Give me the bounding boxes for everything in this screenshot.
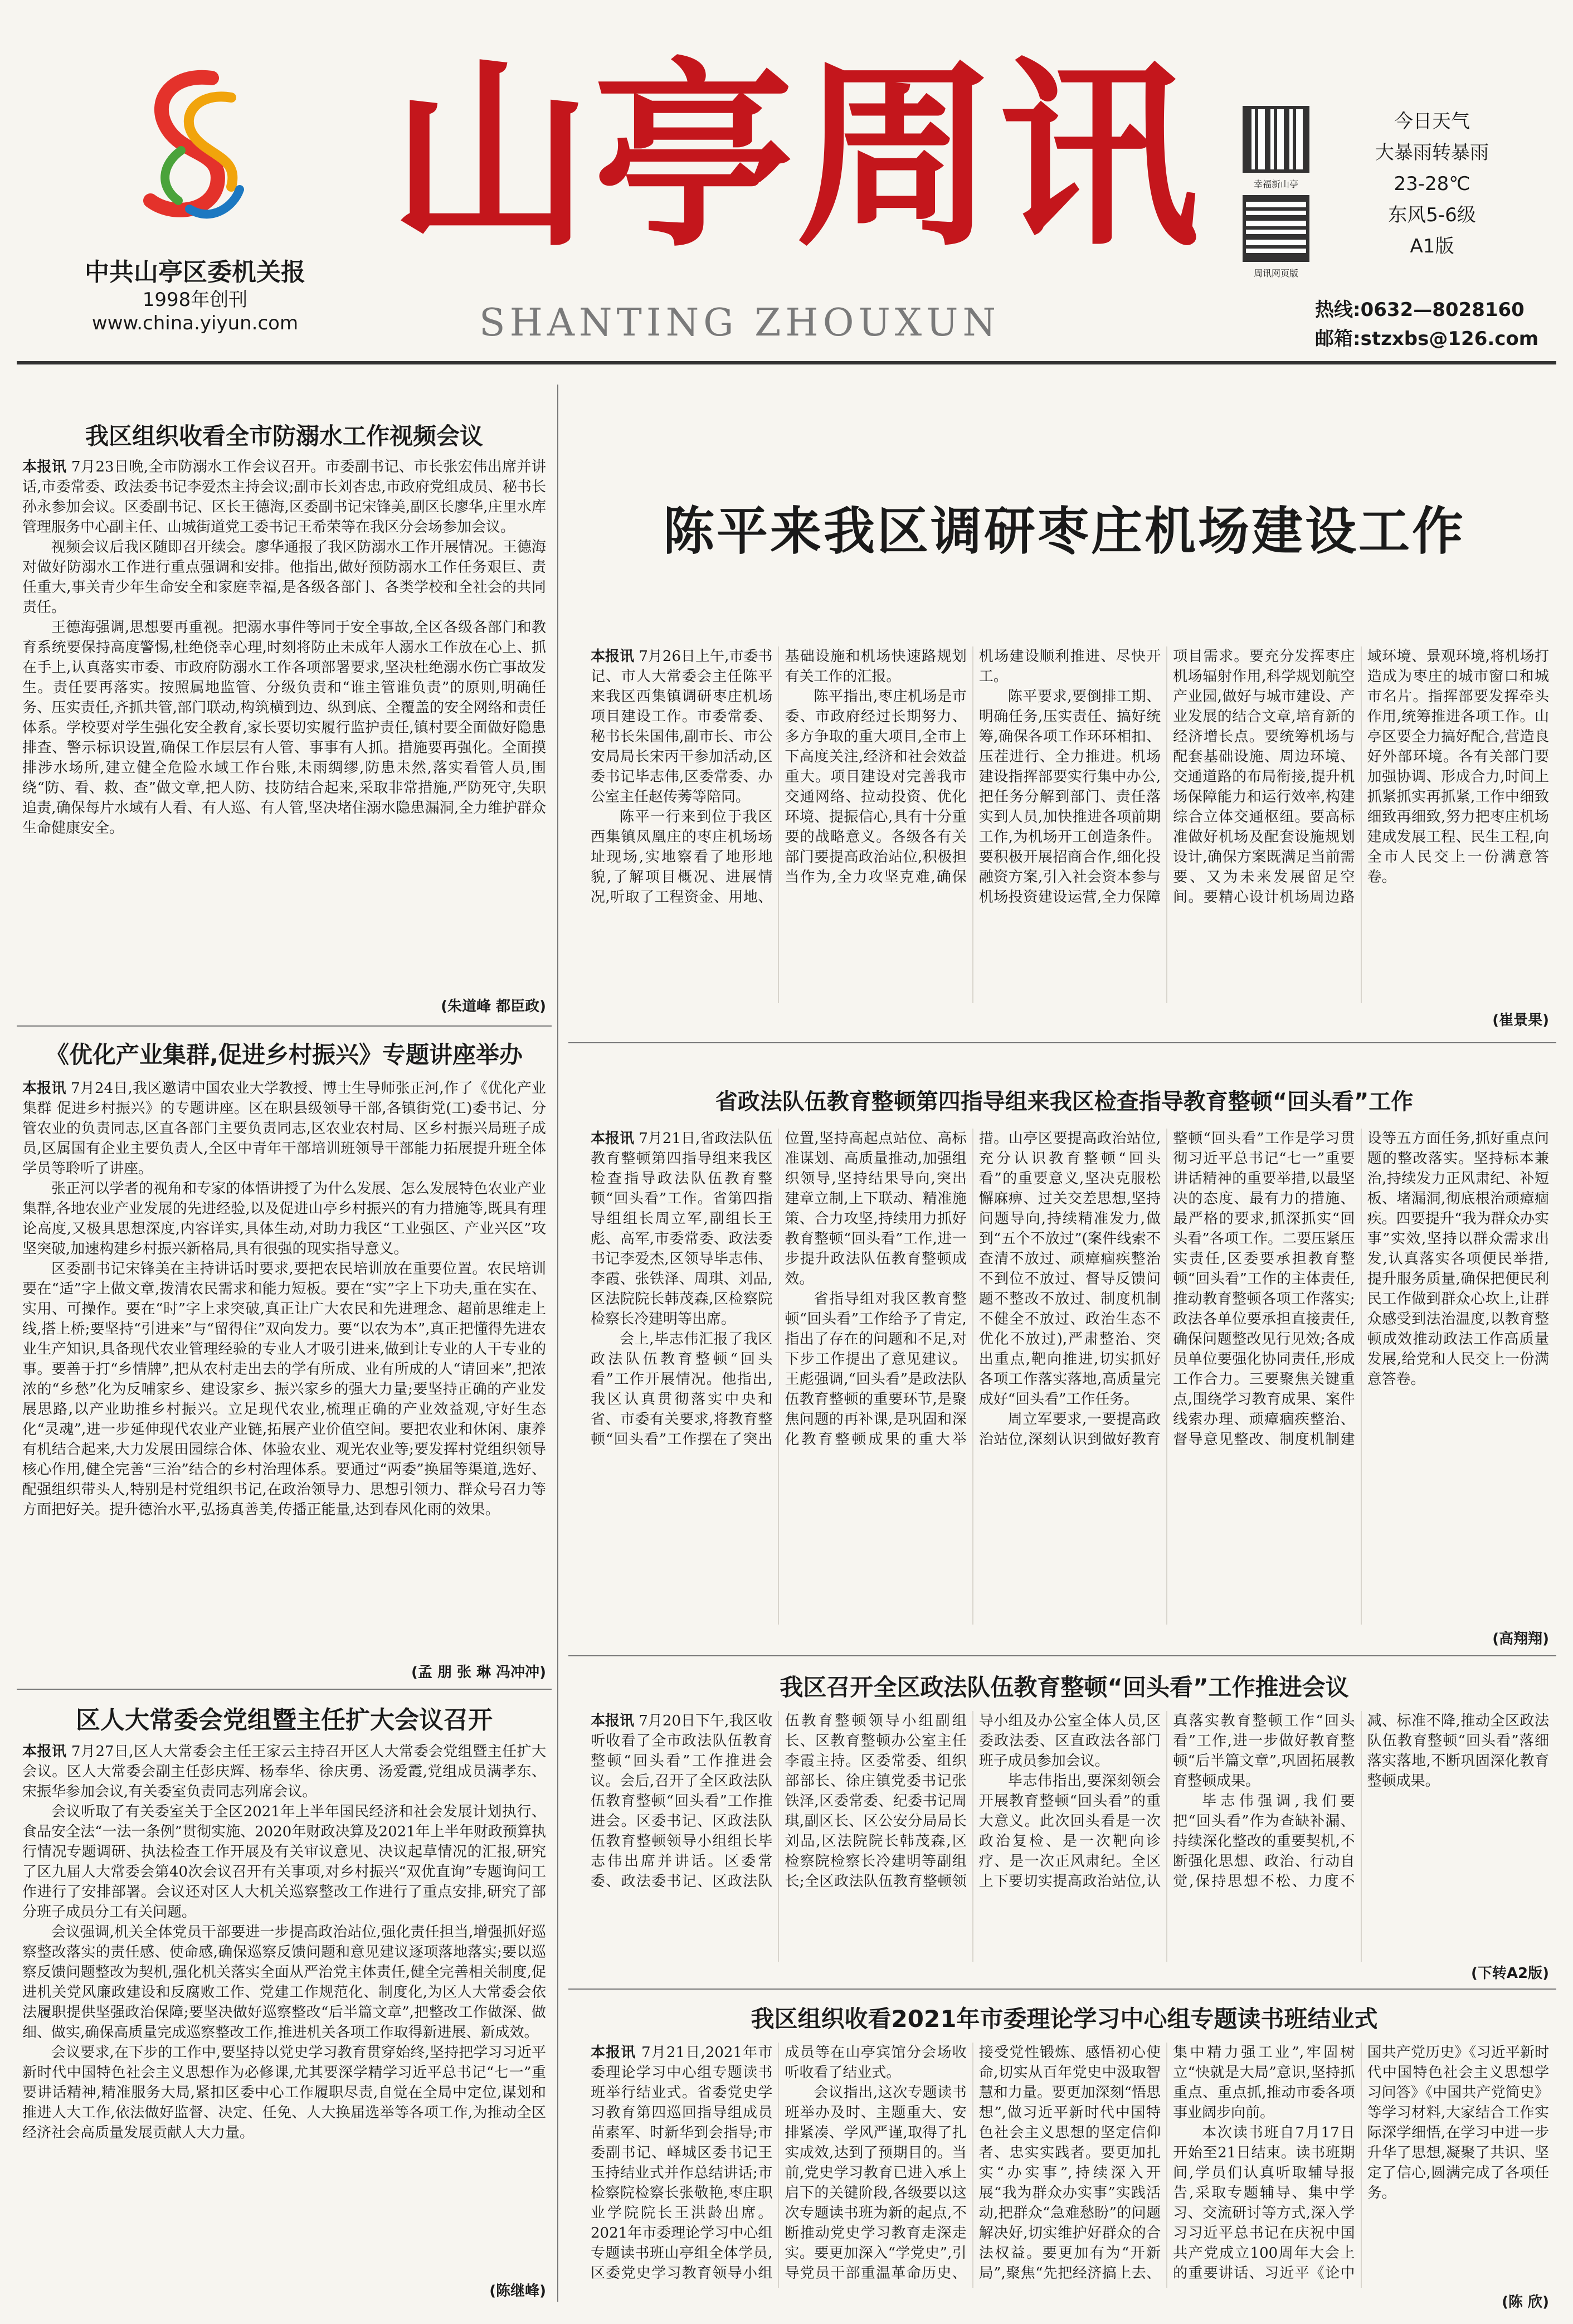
paragraph: 7月26日上午,市委书记、市人大常委会主任陈平来我区西集镇调研枣庄机场项目建设工作。市委常委、秘书长朱国伟,副市长、市公安局局长宋丙干参加活动,区委书记毕志伟,区委常委、办公室主任赵传莠等陪同。	[591, 648, 773, 805]
article-author: (崔景果)	[1492, 1012, 1549, 1029]
masthead-divider	[17, 361, 1556, 364]
paragraph: 毕志伟指出,要深刻领会开展教育整顿“回头看”的重大意义。此次回头看是一次政治复检、是一次靶向诊疗、是一次正风肃纪。全区上下要切实提高政治站位,认真落实教育整顿工作“回头看”工作,进一步做好教育整顿“后半篇文章”,巩固拓展教育整顿成果。	[978, 1713, 1355, 1890]
paragraph: 省指导组对我区教育整顿“回头看”工作给予了肯定,指出了存在的问题和不足,对下步工作提出了意见建议。王彪强调,“回头看”是政法队伍教育整顿的重要环节,是聚焦问题的再补课,是巩固和深化教育整顿成果的重大举措。山亭区要提高政治站位,充分认识教育整顿“回头看”的重要意义,坚决克服松懈麻痹、过关交差思想,坚持问题导向,持续精准发力,做到“五个不放过”(案件线索不查清不放过、顽瘴痼疾整治不到位不放过、督导反馈问题不整改不放过、制度机制不健全不放过、政治生态不优化不放过),严肃整治、突出重点,靶向推进,切实抓好各项工作落实落地,高质量完成好“回头看”工作任务。	[785, 1130, 1161, 1448]
article-headline: 我区组织收看2021年市委理论学习中心组专题读书班结业式	[751, 2005, 1378, 2033]
article-divider	[568, 1042, 1556, 1043]
paragraph: 7月20日下午,我区收听收看了全市政法队伍教育整顿“回头看”工作推进会议。会后,召开了全区政法队伍教育整顿“回头看”工作推进会。区委书记、区政法队伍教育整顿领导小组组长毕志伟出席并讲话。区委常委、政法委书记、区政法队伍教育整顿领导小组副组长、区教育整顿办公室主任李霞主持。区委常委、组织部部长、徐庄镇党委书记张铁泽,区委常委、纪委书记周琪,副区长、区公安分局局长刘品,区法院院长韩茂森,区检察院检察长冷建明等副组长;全区政法队伍教育整顿领导小组及办公室全体人员,区委政法委、区直政法各部门班子成员参加会议。	[591, 1713, 1161, 1890]
article-divider	[568, 1988, 1556, 1990]
article-body	[22, 457, 546, 992]
paragraph: 周立军要求,一要提高政治站位,深刻认识到做好教育整顿“回头看”工作是学习贯彻习近平总书记“七一”重要讲话精神的重要举措,以最坚决的态度、最有力的措施、最严格的要求,抓深抓实“回头看”各项工作。二要压紧压实责任,区委要承担教育整顿“回头看”工作的主体责任,推动教育整顿各项工作落实;政法各单位要承担直接责任,确保问题整改见行见效;各成员单位要强化协同责任,形成工作合力。三要聚焦关键重点,围绕学习教育成果、案件线索办理、顽瘴痼疾整治、督导意见整改、制度机制建设等五方面任务,抓好重点问题的整改落实。坚持标本兼治,持续发力正风肃纪、补短板、堵漏洞,彻底根治顽瘴痼疾。四要提升“我为群众办实事”实效,坚持以群众需求出发,认真落实各项便民举措,提升服务质量,确保把便民利民工作做到群众心坎上,让群众感受到法治温度,以教育整顿成效推动政法工作高质量发展,给党和人民交上一份满意答卷。	[978, 1130, 1549, 1448]
paragraph: 会议强调,机关全体党员干部要进一步提高政治站位,强化责任担当,增强抓好巡察整改落实的责任感、使命感,确保巡察反馈问题和意见建议逐项落地落实;要以巡察反馈问题整改为契机,强化机关落实全面从严治党主体责任,健全完善相关制度,促进机关党风廉政建设和反腐败工作、党建工作规范化、制度化,为区人大常委会依法履职提供坚强政治保障;要坚决做好巡察整改“后半篇文章”,把整改工作做深、做细、做实,确保高质量完成巡察整改工作,推进机关各项工作取得新进展、新成效。	[22, 1924, 546, 2041]
paragraph: 会议指出,这次专题读书班举办及时、主题重大、安排紧凑、学风严谨,取得了扎实成效,达到了预期目的。当前,党史学习教育已进入承上启下的关键阶段,各级要以这次专题读书班为新的起点,不断推动党史学习教育走深走实。要更加深入“学党史”,引导党员干部重温革命历史、接受党性锻炼、感悟初心使命,切实从百年党史中汲取智慧和力量。要更加深刻“悟思想”,做习近平新时代中国特色社会主义思想的坚定信仰者、忠实实践者。要更加扎实“办实事”,持续深入开展“我为群众办实事”实践活动,把群众“急难愁盼”的问题解决好,切实维护好群众的合法权益。要更加有为“开新局”,聚焦“先把经济搞上去、集中精力强工业”,牢固树立“快就是大局”意识,坚持抓重点、重点抓,推动市委各项事业阔步向前。	[785, 2044, 1355, 2282]
article-author: (高翔翔)	[1492, 1631, 1549, 1647]
qr1-label: 幸福新山亭	[1253, 179, 1298, 189]
paragraph: 王德海强调,思想要再重视。把溺水事件等同于安全事故,全区各级各部门和教育系统要保持高度警惕,杜绝侥幸心理,时刻将防止未成年人溺水工作放在心上、抓在手上,认真落实市委、市政府防溺水工作各项部署要求,坚决杜绝溺水伤亡事故发生。责任要再落实。按照属地监管、分级负责和“谁主管谁负责”的原则,明确任务、压实责任,齐抓共管,部门联动,构筑横到边、纵到底、全覆盖的安全网络和责任体系。学校要对学生强化安全教育,家长要切实履行监护责任,镇村要全面做好隐患排查、警示标识设置,确保工作层层有人管、事事有人抓。措施要再强化。全面摸排涉水场所,建立健全危险水域工作台账,未雨绸缪,防患未然,落实看管人员,围绕“防、看、救、查”做文章,把人防、技防结合起来,采取非常措施,严防死守,失职追责,确保每片水域有人看、有人巡、有人管,坚决堵住溺水隐患漏洞,全力维护群众生命健康安全。	[22, 619, 546, 837]
column-divider	[557, 385, 558, 2302]
article-tag: 本报讯	[591, 1713, 635, 1729]
email: 邮箱:stzxbs@126.com	[1315, 328, 1539, 350]
paragraph: 张正河以学者的视角和专家的体悟讲授了为什么发展、怎么发展特色农业产业集群,各地农业产业发展的先进经验,以及促进山亭乡村振兴的有力措施等,既具有理论高度,又极具思想深度,内容详实,具体生动,对助力我区“工业强区、产业兴区”攻坚突破,加速构建乡村振兴新格局,具有很强的现实指导意义。	[22, 1180, 546, 1257]
article-body	[22, 1742, 546, 2277]
article-author: (孟 朋 张 琳 冯冲冲)	[411, 1664, 546, 1681]
article-author: (下转A2版)	[1471, 1965, 1549, 1982]
masthead	[0, 0, 1573, 362]
weather-condition: 大暴雨转暴雨	[1375, 142, 1489, 164]
article-tag: 本报讯	[22, 1743, 67, 1760]
article-author: (陈继峰)	[489, 2283, 546, 2299]
qr-code-icon	[1243, 195, 1309, 262]
article-headline: 区人大常委会党组暨主任扩大会议召开	[76, 1706, 493, 1734]
article-tag: 本报讯	[22, 1080, 66, 1097]
paragraph: 视频会议后我区随即召开续会。廖华通报了我区防溺水工作开展情况。王德海对做好防溺水工作进行重点强调和安排。他指出,做好预防溺水工作任务艰巨、责任重大,事关青少年生命安全和家庭幸福,是各级各部门、各类学校和全社会的共同责任。	[22, 539, 546, 616]
paragraph: 陈平一行来到位于我区西集镇凤凰庄的枣庄机场场址现场,实地察看了地形地貌,了解项目概况、进展情况,听取了工程资金、用地、基础设施和机场快速路规划有关工作的汇报。	[591, 648, 967, 906]
article-headline: 我区组织收看全市防溺水工作视频会议	[85, 422, 483, 450]
weather-box	[1337, 106, 1527, 262]
paper-title: 山亭周讯	[390, 38, 1201, 274]
qr-code-icon	[1243, 106, 1309, 173]
paragraph: 会议听取了有关委室关于全区2021年上半年国民经济和社会发展计划执行、食品安全法“一法一条例”贯彻实施、2020年财政决算及2021年上半年财政预算执行情况专题调研、执法检查工作开展及有关审议意见、决议起草情况的汇报,研究了区九届人大常委会第40次会议召开有关事项,对乡村振兴“双优直询”专题询问工作进行了安排部署。会议还对区人大机关巡察整改工作进行了重点安排,研究了部分班子成员分工有关问题。	[22, 1803, 546, 1921]
lead-headline: 陈平来我区调研枣庄机场建设工作	[663, 502, 1465, 561]
article-body	[22, 1078, 546, 1658]
article-tag: 本报讯	[591, 2044, 636, 2061]
article-divider	[17, 1025, 552, 1027]
article-author: (朱道峰 都臣政)	[441, 998, 546, 1015]
article-headline: 我区召开全区政法队伍教育整顿“回头看”工作推进会议	[780, 1674, 1349, 1701]
qr2-label: 周讯网页版	[1253, 268, 1298, 279]
article-tag: 本报讯	[591, 648, 635, 665]
article-body	[591, 1711, 1549, 1962]
paragraph: 会议要求,在下步的工作中,要坚持以党史学习教育贯穿始终,坚持把学习习近平新时代中国特色社会主义思想作为必修课,尤其要深学精学习近平总书记“七一”重要讲话精神,精准服务大局,紧扣区委中心工作履职尽责,自觉在全局中定位,谋划和推进人大工作,依法做好监督、决定、任免、人大换届选举等各项工作,为推动全区经济社会高质量发展贡献人大力量。	[22, 2044, 546, 2141]
paper-pinyin: SHANTING ZHOUXUN	[479, 301, 1000, 345]
lead-article-body	[591, 646, 1549, 1003]
paragraph: 7月23日晚,全市防溺水工作会议召开。市委副书记、市长张宏伟出席并讲话,市委常委、政法委书记李爱杰主持会议;副市长刘杏忠,市政府党组成员、秘书长孙永参加会议。区委副书记、区长王德海,区委副书记宋锋美,副区长廖华,庄里水库管理服务中心副主任、山城街道党工委书记王希荣等在我区分会场参加会议。	[22, 459, 546, 536]
paragraph: 7月27日,区人大常委会主任王家云主持召开区人大常委会党组暨主任扩大会议。区人大常委会副主任彭庆辉、杨奉华、徐庆勇、汤爱霞,党组成员满孝东、宋振华参加会议,有关委室负责同志列席会议。	[22, 1743, 546, 1800]
article-tag: 本报讯	[22, 459, 67, 475]
paragraph: 区委副书记宋锋美在主持讲话时要求,要把农民培训放在重要位置。农民培训要在“适”字上做文章,拨清农民需求和能力短板。要在“实”字上下功夫,重在实在、实用、可操作。要在“时”字上求突破,真正让广大农民和先进理念、超前思维走上线,搭上桥;要坚持“引进来”与“留得住”双向发力。要“以农为本”,真正把懂得先进农业生产知识,具备现代农业管理经验的专业人才吸引进来,做到让专业的人干专业的事。要善于打“乡情牌”,把从农村走出去的学有所成、业有所成的人“请回来”,把浓浓的“乡愁”化为反哺家乡、建设家乡、振兴家乡的强大力量;要坚持正确的产业发展思路,以产业助推乡村振兴。立足现代农业,梳理正确的产业效益观,守好生态化“灵魂”,进一步延伸现代农业产业链,拓展产业价值空间。要把农业和休闲、康养有机结合起来,大力发展田园综合体、体验农业、观光农业等;要发挥村党组织领导核心作用,健全完善“三治”结合的乡村治理体系。要通过“两委”换届等渠道,选好、配强组织带头人,特别是村党组织书记,在政治领导力、思想引领力、群众号召力等方面把好关。提升德治水平,弘扬真善美,传播正能量,达到春风化雨的效果。	[22, 1261, 546, 1518]
paragraph: 毕志伟强调,我们要把“回头看”作为查缺补漏、持续深化整改的重要契机,不断强化思想、政治、行动自觉,保持思想不松、力度不减、标准不降,推动全区政法队伍教育整顿“回头看”落细落实落地,不断巩固深化教育整顿成果。	[1173, 1713, 1549, 1890]
hotline: 热线:0632—8028160	[1315, 299, 1525, 321]
article-author: (陈 欣)	[1502, 2294, 1549, 2311]
website: www.china.yiyun.com	[91, 312, 299, 334]
paragraph: 陈平指出,枣庄机场是市委、市政府经过长期努力、多方争取的重大项目,全市上下高度关注,经济和社会效益重大。项目建设对完善我市交通网络、拉动投资、优化环境、提振信心,具有十分重要的战略意义。各级各有关部门要提高政治站位,积极担当作为,全力攻坚克难,确保机场建设顺利推进、尽快开工。	[785, 648, 1161, 886]
article-tag: 本报讯	[591, 1130, 635, 1147]
weather-title: 今日天气	[1394, 110, 1470, 133]
founded-year: 1998年创刊	[142, 289, 248, 311]
weather-temperature: 23-28℃	[1394, 173, 1470, 195]
article-body	[591, 1129, 1549, 1625]
page-number: A1版	[1410, 235, 1454, 257]
article-headline: 《优化产业集群,促进乡村振兴》专题讲座举办	[46, 1041, 523, 1068]
article-divider	[568, 1655, 1556, 1656]
paragraph: 7月21日,2021年市委理论学习中心组专题读书班举行结业式。省委党史学习教育第四巡回指导组成员苗素军、时新华到会指导;市委副书记、峄城区委书记王玉持结业式并作总结讲话;市检察院检察长张敬艳,枣庄职业学院院长王洪龄出席。2021年市委理论学习中心组专题读书班山亭组全体学员,区委党史学习教育领导小组成员等在山亭宾馆分会场收听收看了结业式。	[591, 2044, 967, 2282]
paragraph: 7月24日,我区邀请中国农业大学教授、博士生导师张正河,作了《优化产业集群 促进乡村振兴》的专题讲座。区在职县级领导干部,各镇街党(工)委书记、分管农业的负责同志,区直各部门主要负责同志,区农业农村局、区乡村振兴局班子成员,区属国有企业主要负责人,全区中青年干部培训班领导干部能力拓展提升班全体学员等聆听了讲座。	[22, 1080, 546, 1177]
weather-wind: 东风5-6级	[1388, 204, 1476, 226]
party-logo-icon	[128, 67, 262, 240]
article-body	[591, 2043, 1549, 2288]
article-divider	[17, 1689, 552, 1690]
paragraph: 7月21日,省政法队伍教育整顿第四指导组来我区检查指导政法队伍教育整顿“回头看”工作。省第四指导组组长周立军,副组长王彪、高军,市委常委、政法委书记李爱杰,区领导毕志伟、李霞、张铁泽、周琪、刘品,区法院院长韩茂森,区检察院检察长冷建明等出席。	[591, 1130, 773, 1328]
paragraph: 本次读书班自7月17日开始至21日结束。读书班期间,学员们认真听取辅导报告,采取专题辅导、集中学习、交流研讨等方式,深入学习习近平总书记在庆祝中国共产党成立100周年大会上的重要讲话、习近平《论中国共产党历史》《习近平新时代中国特色社会主义思想学习问答》《中国共产党简史》等学习材料,大家结合工作实际深学细悟,在学习中进一步升华了思想,凝聚了共识、坚定了信心,圆满完成了各项任务。	[1173, 2044, 1549, 2282]
org-name: 中共山亭区委机关报	[85, 258, 305, 286]
paragraph: 陈平要求,要倒排工期、明确任务,压实责任、搞好统筹,确保各项工作环环相扣、压茬进行、全力推进。机场建设指挥部要实行集中办公,把任务分解到部门、责任落实到人员,加快推进各项前期工作,为机场开工创造条件。要积极开展招商合作,细化投融资方案,引入社会资本参与机场投资建设运营,全力保障项目需求。要充分发挥枣庄机场辐射作用,科学规划航空产业园,做好与城市建设、产业发展的结合文章,培育新的经济增长点。要统筹机场与配套基础设施、周边环境、交通道路的布局衔接,提升机场保障能力和运行效率,构建综合立体交通枢纽。要高标准做好机场及配套设施规划设计,确保方案既满足当前需要、又为未来发展留足空间。要精心设计机场周边路域环境、景观环境,将机场打造成为枣庄的城市窗口和城市名片。指挥部要发挥牵头作用,统筹推进各项工作。山亭区要全力搞好配合,营造良好外部环境。各有关部门要加强协调、形成合力,时间上抓紧抓实再抓紧,工作中细致细致再细致,努力把枣庄机场建成发展工程、民生工程,向全市人民交上一份满意答卷。	[978, 648, 1549, 906]
article-headline: 省政法队伍教育整顿第四指导组来我区检查指导教育整顿“回头看”工作	[715, 1089, 1414, 1115]
paragraph: 会上,毕志伟汇报了我区政法队伍教育整顿“回头看”工作开展情况。他指出,我区认真贯彻落实中央和省、市委有关要求,将教育整顿“回头看”工作摆在了突出位置,坚持高起点站位、高标准谋划、高质量推动,加强组织领导,坚持结果导向,突出建章立制,上下联动、精准施策、合力攻坚,持续用力抓好教育整顿“回头看”工作,进一步提升政法队伍教育整顿成效。	[591, 1130, 967, 1448]
